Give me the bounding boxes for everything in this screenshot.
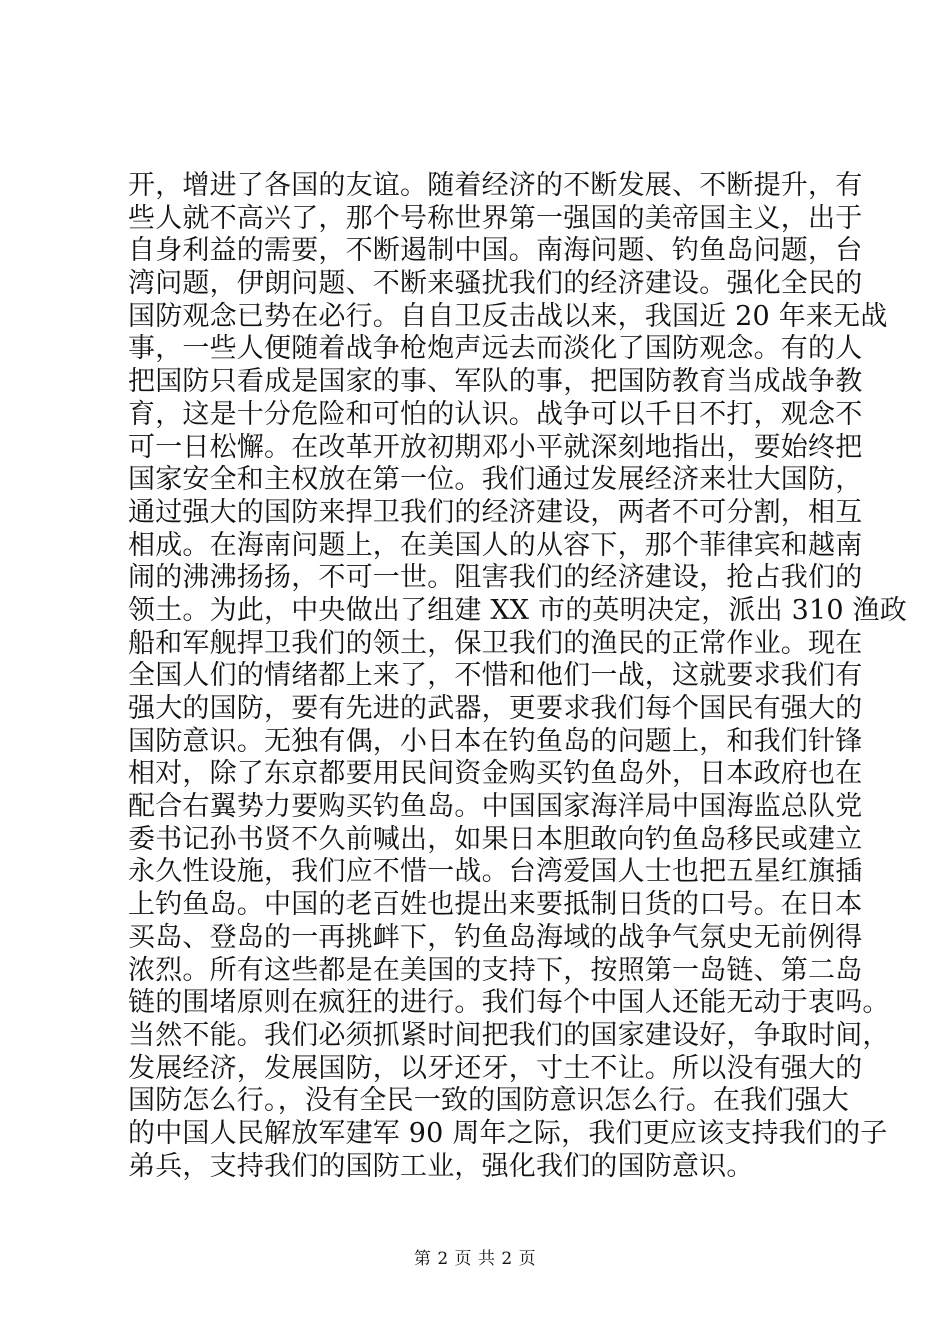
text-line: 船和军舰捍卫我们的领土，保卫我们的渔民的正常作业。现在 <box>128 627 863 659</box>
text-line: 浓烈。所有这些都是在美国的支持下，按照第一岛链、第二岛 <box>128 954 863 986</box>
text-line: 育，这是十分危险和可怕的认识。战争可以千日不打，观念不 <box>128 398 863 430</box>
text-line: 发展经济，发展国防，以牙还牙，寸土不让。所以没有强大的 <box>128 1052 863 1084</box>
body-text <box>128 170 907 1183</box>
text-line: 通过强大的国防来捍卫我们的经济建设，两者不可分割，相互 <box>128 496 863 528</box>
text-line: 湾问题，伊朗问题、不断来骚扰我们的经济建设。强化全民的 <box>128 268 863 300</box>
text-line: 开，增进了各国的友谊。随着经济的不断发展、不断提升，有 <box>128 170 863 201</box>
text-line: 链的围堵原则在疯狂的进行。我们每个中国人还能无动于衷吗。 <box>128 987 890 1019</box>
text-line: 相对，除了东京都要用民间资金购买钓鱼岛外，日本政府也在 <box>128 758 863 790</box>
text-line: 强大的国防，要有先进的武器，更要求我们每个国民有强大的 <box>128 693 863 724</box>
text-line: 全国人们的情绪都上来了，不惜和他们一战，这就要求我们有 <box>128 660 863 692</box>
text-line: 的中国人民解放军建军 90 周年之际，我们更应该支持我们的子 <box>128 1117 888 1149</box>
text-line: 配合右翼势力要购买钓鱼岛。中国国家海洋局中国海监总队党 <box>128 791 863 823</box>
page-footer: 第 2 页 共 2 页 <box>413 1249 537 1269</box>
text-line: 闹的沸沸扬扬，不可一世。阻害我们的经济建设，抢占我们的 <box>128 562 863 594</box>
text-line: 自身利益的需要，不断遏制中国。南海问题、钓鱼岛问题，台 <box>128 235 863 267</box>
text-line: 上钓鱼岛。中国的老百姓也提出来要抵制日货的口号。在日本 <box>128 889 863 921</box>
text-line: 国防怎么行。，没有全民一致的国防意识怎么行。在我们强大 <box>128 1085 849 1117</box>
text-line: 国家安全和主权放在第一位。我们通过发展经济来壮大国防， <box>128 464 863 496</box>
text-line: 可一日松懈。在改革开放初期邓小平就深刻地指出，要始终把 <box>128 431 863 463</box>
text-line: 永久性设施，我们应不惜一战。台湾爱国人士也把五星红旗插 <box>128 856 863 888</box>
text-line: 弟兵，支持我们的国防工业，强化我们的国防意识。 <box>128 1150 754 1182</box>
text-line: 委书记孙书贤不久前喊出，如果日本胆敢向钓鱼岛移民或建立 <box>128 823 863 855</box>
text-line: 把国防只看成是国家的事、军队的事，把国防教育当成战争教 <box>128 366 863 398</box>
text-line: 买岛、登岛的一再挑衅下，钓鱼岛海域的战争气氛史无前例得 <box>128 921 863 953</box>
text-line: 相成。在海南问题上，在美国人的从容下，那个菲律宾和越南 <box>128 529 863 561</box>
text-line: 国防意识。无独有偶，小日本在钓鱼岛的问题上，和我们针锋 <box>128 725 863 757</box>
text-line: 当然不能。我们必须抓紧时间把我们的国家建设好，争取时间， <box>128 1019 890 1051</box>
text-line: 些人就不高兴了，那个号称世界第一强国的美帝国主义，出于 <box>128 202 863 234</box>
text-line: 事，一些人便随着战争枪炮声远去而淡化了国防观念。有的人 <box>128 333 863 365</box>
text-line: 领土。为此，中央做出了组建 XX 市的英明决定，派出 310 渔政 <box>128 594 907 626</box>
text-line: 国防观念已势在必行。自自卫反击战以来，我国近 20 年来无战 <box>128 300 888 332</box>
